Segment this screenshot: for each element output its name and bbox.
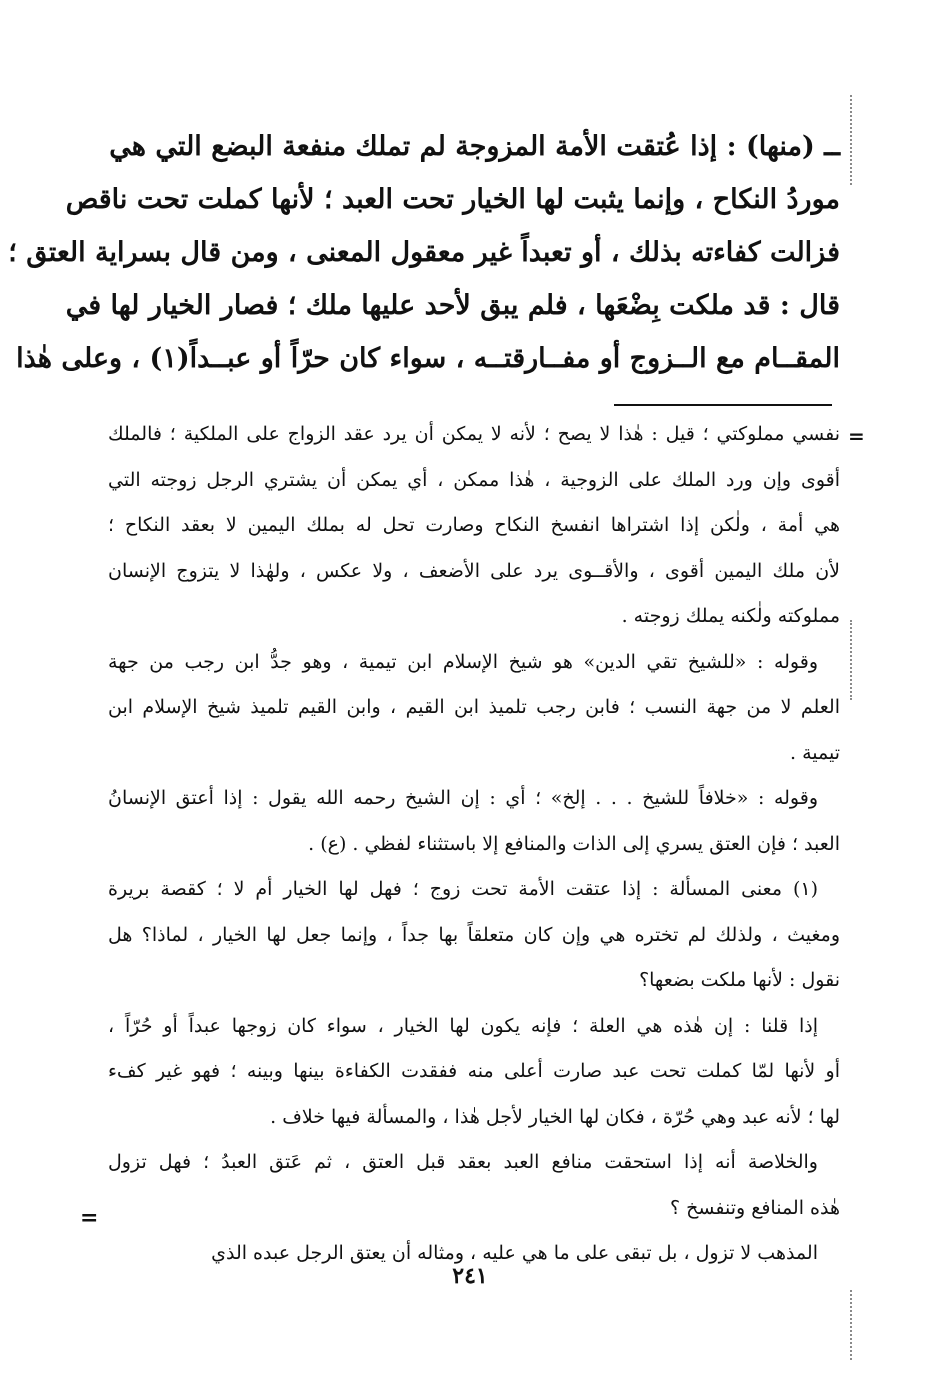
footnote-line: لأن ملك اليمين أقوى ، والأقــوى يرد على الأضعف ، ولا عكس ، ولهٰذا لا يتزوج الإنسان — [108, 559, 840, 582]
footnote-line: العبد ؛ فإن العتق يسري إلى الذات والمنافع إلا باستثناء لفظي . (ع) . — [308, 832, 840, 855]
footnote-line: تيمية . — [789, 741, 840, 764]
main-line: موردُ النكاح ، وإنما يثبت لها الخيار تحت العبد ؛ لأنها كملت تحت ناقص — [65, 184, 840, 215]
main-line: المقــام مع الــزوج أو مفــارقتــه ، سواء كان حرّاً أو عبــداً(١) ، وعلى هٰذا — [16, 343, 840, 374]
footnote-line: نقول : لأنها ملكت بضعها؟ — [639, 969, 840, 991]
footnotes — [108, 412, 840, 1277]
page-number: ٢٤١ — [452, 1263, 488, 1289]
footnote-line: وقوله : «خلافاً للشيخ . . . إلخ» ؛ أي : إن الشيخ رحمه الله يقول : إذا أعتق الإنسانُ — [108, 787, 818, 809]
footnote-line: مملوكته ولٰكنه يملك زوجته . — [621, 605, 840, 627]
footnote-line: أقوى وإن ورد الملك على الزوجية ، هٰذا ممكن ، أي يمكن أن يشتري الرجل زوجته التي — [108, 468, 840, 491]
footnote-line: هي أمة ، ولٰكن إذا اشتراها انفسخ النكاح وصارت تحل له بملك اليمين لا بعقد النكاح ؛ — [108, 514, 840, 536]
main-line: فزالت كفاءته بذلك ، أو تعبداً غير معقول المعنى ، ومن قال بسراية العتق ؛ — [8, 237, 840, 268]
footnote-line: ومغيث ، ولذلك لم تختره هي وإن كان متعلقاً بها جداً ، وإنما جعل لها الخيار ، لماذا؟ هل — [108, 923, 840, 946]
main-line: قال : قد ملكت بِضْعَها ، فلم يبق لأحد عليها ملك ؛ فصار الخيار لها في — [65, 290, 840, 321]
footnote-separator — [614, 404, 832, 406]
footnote-line: (١) معنى المسألة : إذا عتقت الأمة تحت زوج ؛ فهل لها الخيار أم لا ؛ كقصة بريرة — [108, 878, 818, 900]
main-text — [8, 120, 840, 385]
footnote-line: وقوله : «للشيخ تقي الدين» هو شيخ الإسلام ابن تيمية ، وهو جدُّ ابن رجب من جهة — [108, 650, 818, 673]
margin-dots-middle — [850, 620, 852, 700]
footnote-line: أو لأنها لمّا كملت تحت عبد صارت أعلى منه ففقدت الكفاءة بينها وبينه ؛ فهو غير كفء — [108, 1060, 840, 1082]
footnote-line: إذا قلنا : إن هٰذه هي العلة ؛ فإنه يكون لها الخيار ، سواء كان زوجها عبداً أو حُرّاً ، — [108, 1014, 818, 1037]
continuation-marker-bottom: = — [80, 1205, 99, 1231]
continuation-marker-top: = — [848, 424, 865, 448]
margin-dots-bottom — [850, 1290, 852, 1360]
footnote-line: العلم لا من جهة النسب ؛ فابن رجب تلميذ ابن القيم ، وابن القيم تلميذ شيخ الإسلام ابن — [108, 696, 840, 718]
main-line: ــ (منها) : إذا عُتقت الأمة المزوجة لم تملك منفعة البضع التي هي — [109, 131, 840, 162]
footnote-line: هٰذه المنافع وتنفسخ ؟ — [670, 1196, 840, 1219]
footnote-line: والخلاصة أنه إذا استحقت منافع العبد بعقد قبل العتق ، ثم عَتق العبدُ ؛ فهل تزول — [108, 1151, 818, 1173]
footnote-line: لها ؛ لأنه عبد وهي حُرّة ، فكان لها الخيار لأجل هٰذا ، والمسألة فيها خلاف . — [270, 1105, 840, 1128]
margin-dots-top — [850, 95, 852, 185]
footnote-line: المذهب لا تزول ، بل تبقى على ما هي عليه ، ومثاله أن يعتق الرجل عبده الذي — [211, 1242, 818, 1264]
footnote-line: نفسي مملوكتي ؛ قيل : هٰذا لا يصح ؛ لأنه لا يمكن أن يرد عقد الزواج على الملكية ؛ فالملك — [108, 423, 840, 445]
